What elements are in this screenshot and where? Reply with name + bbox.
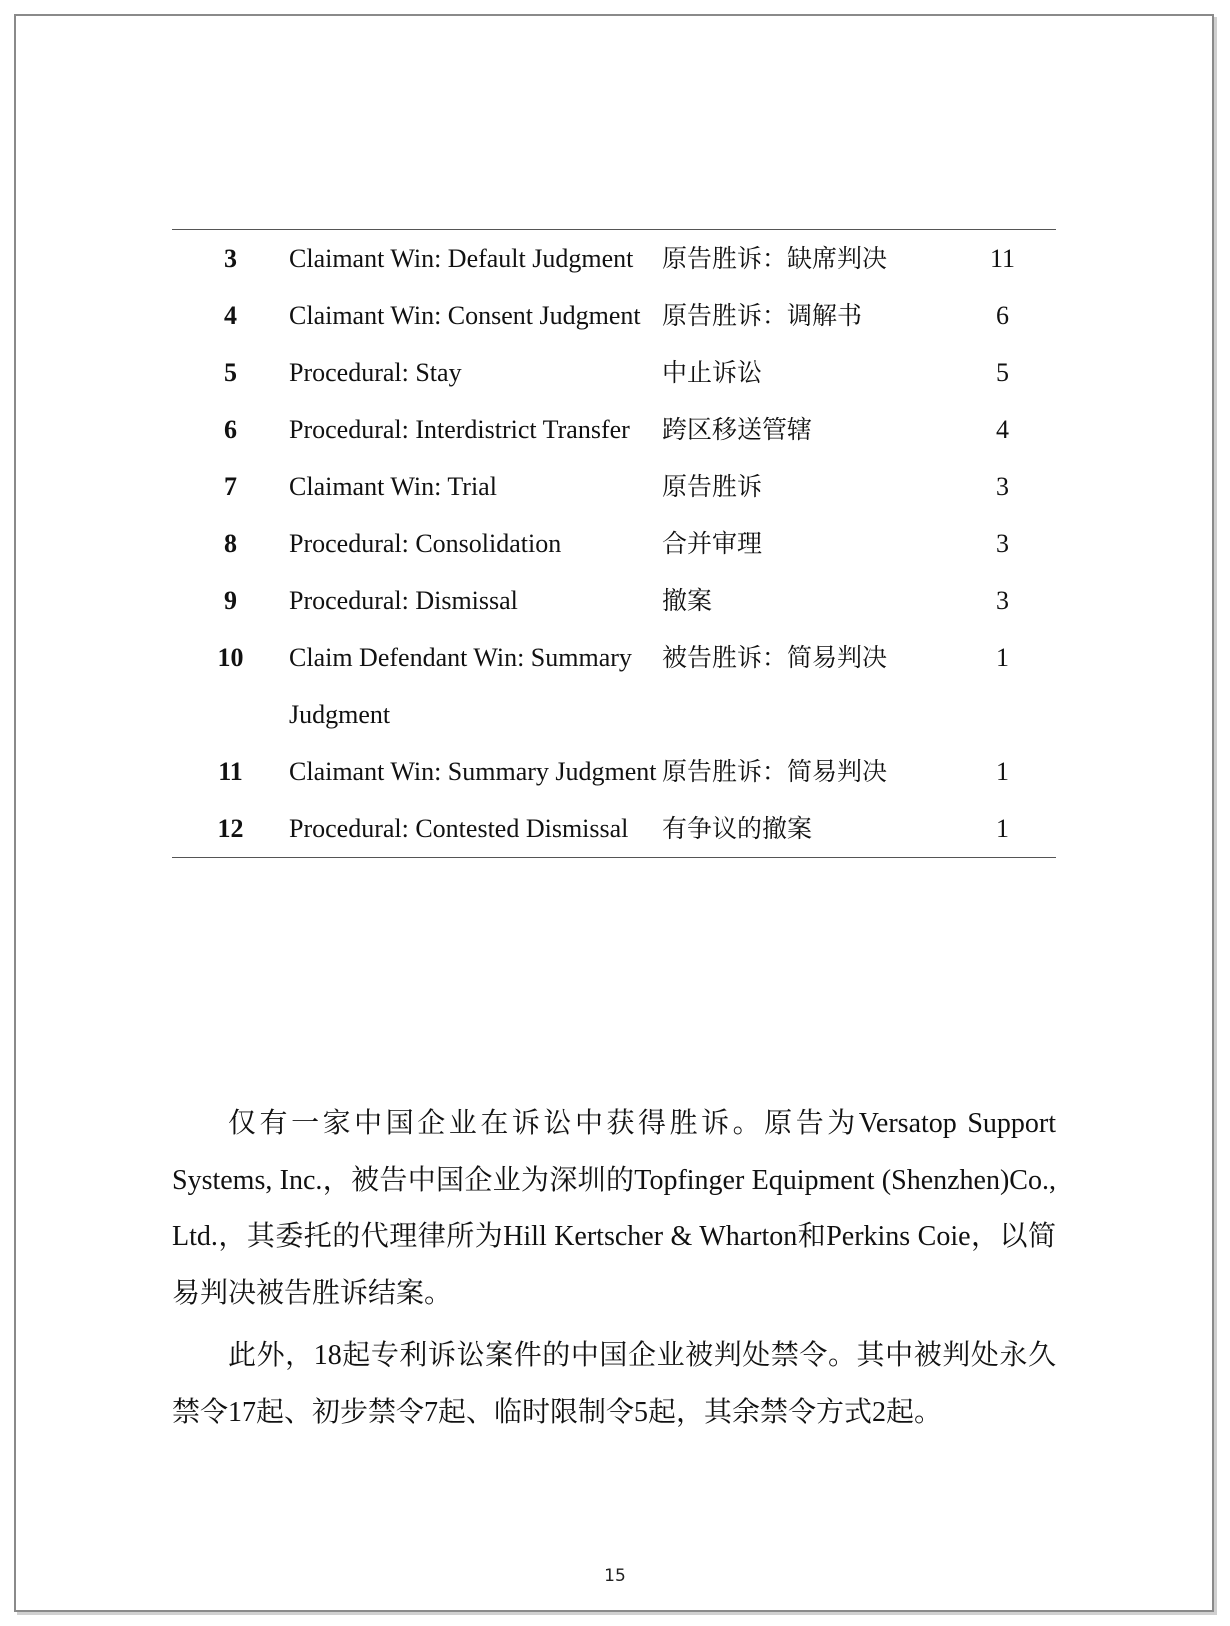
outcome-english-cell: Claimant Win: Default Judgment	[289, 244, 634, 273]
paragraph-winning-case: 仅有一家中国企业在诉讼中获得胜诉。原告为Versatop Support Systems, Inc.，被告中国企业为深圳的Topfinger Equipment (Shenzhen)Co., Ltd.，其委托的代理律所为Hill Kertscher & Wharton和Perkins Coie，以简易判决被告胜诉结案。	[172, 1108, 1056, 1309]
outcome-english-cell: Claimant Win: Trial	[289, 472, 497, 501]
count-cell: 1	[996, 814, 1009, 843]
rank-cell: 8	[224, 529, 237, 558]
count-cell: 3	[996, 472, 1009, 501]
count-cell: 5	[996, 358, 1009, 387]
table-row	[172, 629, 1056, 743]
page-number: 15	[604, 1566, 626, 1586]
table-row	[172, 287, 1056, 344]
rank-cell: 10	[217, 643, 244, 672]
count-cell: 6	[996, 301, 1009, 330]
outcome-chinese-cell: 撤案	[662, 586, 713, 615]
count-cell: 1	[996, 643, 1009, 672]
outcome-english-cell: Procedural: Consolidation	[289, 529, 562, 558]
outcome-chinese-cell: 中止诉讼	[662, 358, 763, 387]
count-cell: 11	[989, 244, 1016, 273]
rank-cell: 6	[224, 415, 237, 444]
outcome-table	[172, 230, 1056, 857]
outcome-english-cell: Procedural: Interdistrict Transfer	[289, 415, 630, 444]
outcome-english-cell: Claim Defendant Win: Summary Judgment	[289, 643, 632, 729]
outcome-chinese-cell: 合并审理	[662, 529, 763, 558]
outcome-chinese-cell: 有争议的撤案	[662, 814, 813, 843]
outcome-chinese-cell: 跨区移送管辖	[662, 415, 813, 444]
outcome-chinese-cell: 原告胜诉：简易判决	[662, 757, 888, 786]
rank-cell: 12	[217, 814, 244, 843]
rank-cell: 7	[224, 472, 237, 501]
rank-cell: 5	[224, 358, 237, 387]
outcome-chinese-cell: 被告胜诉：简易判决	[662, 643, 888, 672]
outcome-english-cell: Procedural: Dismissal	[289, 586, 518, 615]
rank-cell: 4	[224, 301, 237, 330]
table-row	[172, 515, 1056, 572]
count-cell: 4	[996, 415, 1009, 444]
rank-cell: 3	[224, 244, 237, 273]
table-row	[172, 344, 1056, 401]
outcome-english-cell: Claimant Win: Summary Judgment	[289, 757, 657, 786]
table-row	[172, 743, 1056, 800]
table-row	[172, 572, 1056, 629]
count-cell: 3	[996, 529, 1009, 558]
table-row	[172, 230, 1056, 287]
table-body	[172, 230, 1056, 857]
outcome-chinese-cell: 原告胜诉：缺席判决	[662, 244, 888, 273]
count-cell: 1	[996, 757, 1009, 786]
outcome-english-cell: Claimant Win: Consent Judgment	[289, 301, 641, 330]
body-text	[172, 1096, 1056, 1441]
table-row	[172, 401, 1056, 458]
outcome-english-cell: Procedural: Contested Dismissal	[289, 814, 629, 843]
table-bottom-rule	[172, 857, 1056, 858]
rank-cell: 11	[218, 757, 243, 786]
case-outcome-table	[172, 229, 1056, 858]
count-cell: 3	[996, 586, 1009, 615]
table-row	[172, 800, 1056, 857]
rank-cell: 9	[224, 586, 237, 615]
table-row	[172, 458, 1056, 515]
outcome-english-cell: Procedural: Stay	[289, 358, 462, 387]
outcome-chinese-cell: 原告胜诉	[662, 472, 763, 501]
paragraph-injunctions: 此外，18起专利诉讼案件的中国企业被判处禁令。其中被判处永久禁令17起、初步禁令7起、临时限制令5起，其余禁令方式2起。	[172, 1340, 1056, 1428]
outcome-chinese-cell: 原告胜诉：调解书	[662, 301, 863, 330]
